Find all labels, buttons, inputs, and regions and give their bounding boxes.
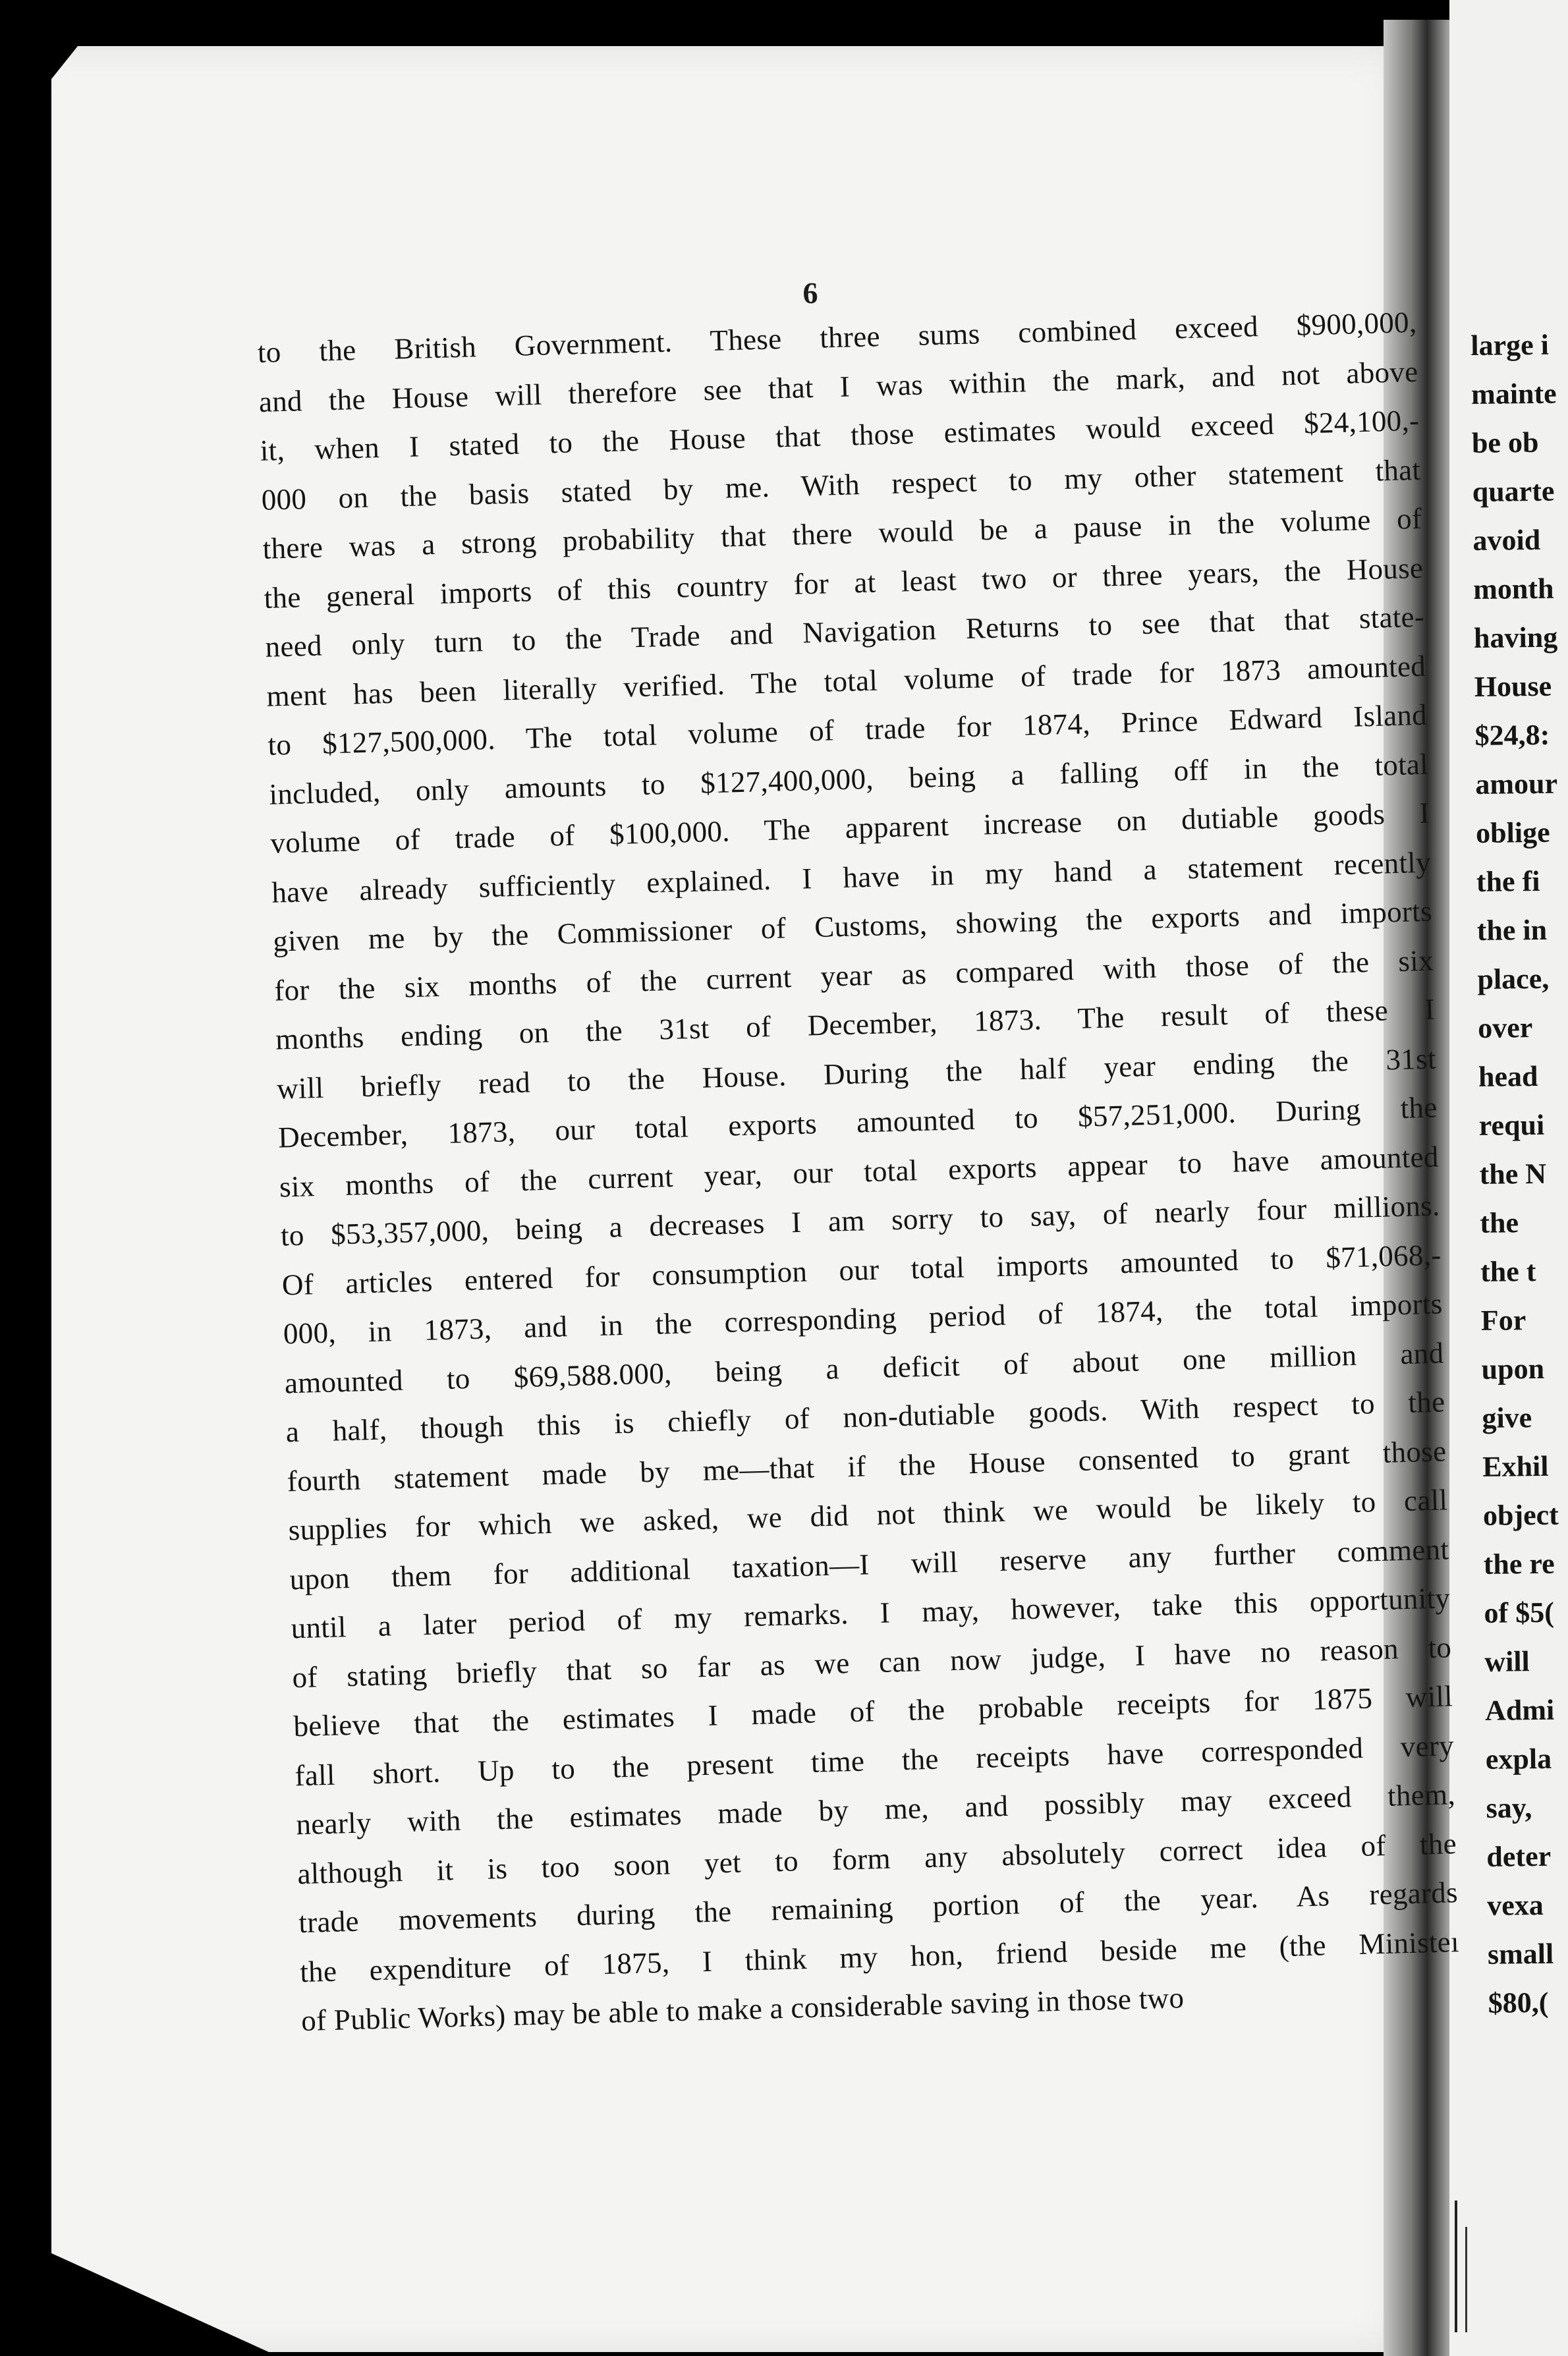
text-line: small	[1487, 1937, 1554, 1971]
text-line: month	[1473, 572, 1554, 605]
text-line: avoid	[1472, 523, 1541, 557]
text-line: the t	[1480, 1255, 1536, 1288]
text-line: the expenditure of 1875, I think my hon, friend beside me (the Ministeı	[299, 1924, 1460, 1988]
text-line: Admi	[1484, 1693, 1555, 1727]
text-line: oblige	[1475, 816, 1550, 849]
text-line: of stating briefly that so far as we can now judge, I have no reason to	[291, 1630, 1452, 1694]
text-line: to $53,357,000, being a decreases I am sorry to say, of nearly four millions.	[280, 1189, 1441, 1252]
text-line: have already sufficiently explained. I have in my hand a statement recently	[271, 845, 1432, 909]
text-line: fall short. Up to the present time the receipts have corresponded very	[294, 1728, 1455, 1792]
text-line: upon	[1481, 1352, 1545, 1386]
text-line: the general imports of this country for at least two or three years, the House	[264, 551, 1424, 615]
text-line: supplies for which we asked, we did not think we would be likely to call	[288, 1483, 1448, 1547]
text-line: of Public Works) may be able to make a considerable saving in those two	[300, 1981, 1185, 2038]
text-line: 000 on the basis stated by me. With respect to my other statement that	[261, 453, 1421, 517]
text-line: the N	[1479, 1157, 1547, 1191]
text-line: the in	[1476, 913, 1548, 947]
page-edge-mark	[1465, 2227, 1467, 2332]
text-line: volume of trade of $100,000. The apparent increase on dutiable goods I	[269, 796, 1430, 860]
text-line: to $127,500,000. The total volume of trade for 1874, Prince Edward Island	[267, 698, 1428, 762]
text-line: upon them for additional taxation—I will reserve any further comment	[289, 1532, 1449, 1596]
text-line: Exhil	[1482, 1449, 1549, 1483]
right-page-text	[1470, 321, 1568, 2028]
text-line: of $5(	[1484, 1596, 1555, 1629]
text-line: ment has been literally verified. The total volume of trade for 1873 amounted	[266, 649, 1426, 713]
text-line: deter	[1486, 1839, 1552, 1873]
text-line: there was a strong probability that there would be a pause in the volume of	[262, 501, 1422, 565]
text-line: be ob	[1471, 426, 1539, 459]
text-line: quarte	[1472, 474, 1555, 508]
text-line: believe that the estimates I made of the probable receipts for 1875 will	[293, 1679, 1453, 1743]
page-number: 6	[802, 276, 818, 310]
text-line: amour	[1475, 767, 1558, 800]
text-line: for the six months of the current year as compared with those of the six	[273, 943, 1434, 1007]
text-line: say,	[1486, 1791, 1532, 1824]
text-line: House	[1474, 669, 1552, 703]
text-line: until a later period of my remarks. I may, however, take this opportunity	[291, 1581, 1451, 1645]
page-edge-mark	[1455, 2201, 1457, 2332]
text-line: 000, in 1873, and in the corresponding period of 1874, the total imports	[283, 1287, 1443, 1351]
text-line: included, only amounts to $127,400,000, being a falling off in the total	[268, 747, 1429, 811]
text-line: nearly with the estimates made by me, and possibly may exceed them,	[295, 1778, 1456, 1841]
text-line: having	[1473, 621, 1558, 654]
text-line: six months of the current year, our total exports appear to have amounted	[279, 1139, 1440, 1204]
right-page-text-clip	[1449, 0, 1568, 2356]
text-line: and the House will therefore see that I was within the mark, and not above	[258, 354, 1418, 418]
text-line: requi	[1478, 1108, 1545, 1142]
text-line: place,	[1477, 962, 1550, 996]
text-line: a half, though this is chiefly of non-dutiable goods. With respect to the	[285, 1385, 1445, 1449]
text-line: the re	[1483, 1547, 1555, 1581]
text-line: given me by the Commissioner of Customs, showing the exports and imports	[272, 894, 1433, 958]
text-line: to the British Government. These three sums combined exceed $900,000,	[257, 305, 1418, 369]
text-line: need only turn to the Trade and Navigation Returns to see that that state-	[265, 600, 1425, 663]
text-line: $24,8:	[1474, 718, 1550, 752]
text-line: expla	[1485, 1742, 1552, 1776]
text-line: head	[1478, 1059, 1538, 1093]
text-line: $80,(	[1488, 1986, 1549, 2019]
text-line: object	[1482, 1498, 1559, 1532]
text-line: over	[1477, 1011, 1533, 1044]
text-line: will	[1484, 1645, 1530, 1678]
text-line: the	[1480, 1206, 1519, 1239]
text-line: will briefly read to the House. During the half year ending the 31st	[276, 1042, 1437, 1106]
left-page-text	[257, 298, 1461, 2046]
text-line: it, when I stated to the House that those estimates would exceed $24,100,-	[260, 403, 1420, 467]
text-line: Of articles entered for consumption our total imports amounted to $71,068,-	[281, 1237, 1442, 1301]
text-line: months ending on the 31st of December, 1873. The result of these I	[275, 992, 1436, 1056]
text-line: For	[1480, 1304, 1526, 1337]
text-line: mainte	[1470, 377, 1557, 410]
text-line: the fi	[1476, 864, 1540, 898]
text-line: large i	[1470, 328, 1550, 362]
text-line: although it is too soon yet to form any absolutely correct idea of the	[296, 1826, 1457, 1890]
text-line: amounted to $69,588.000, being a deficit of about one million and	[284, 1335, 1444, 1399]
text-line: give	[1482, 1401, 1532, 1434]
text-line: December, 1873, our total exports amounted to $57,251,000. During the	[277, 1090, 1438, 1154]
text-line: trade movements during the remaining portion of the year. As regards	[298, 1876, 1459, 1940]
text-line: vexa	[1486, 1888, 1544, 1922]
text-line: fourth statement made by me—that if the House consented to grant those	[287, 1434, 1447, 1498]
